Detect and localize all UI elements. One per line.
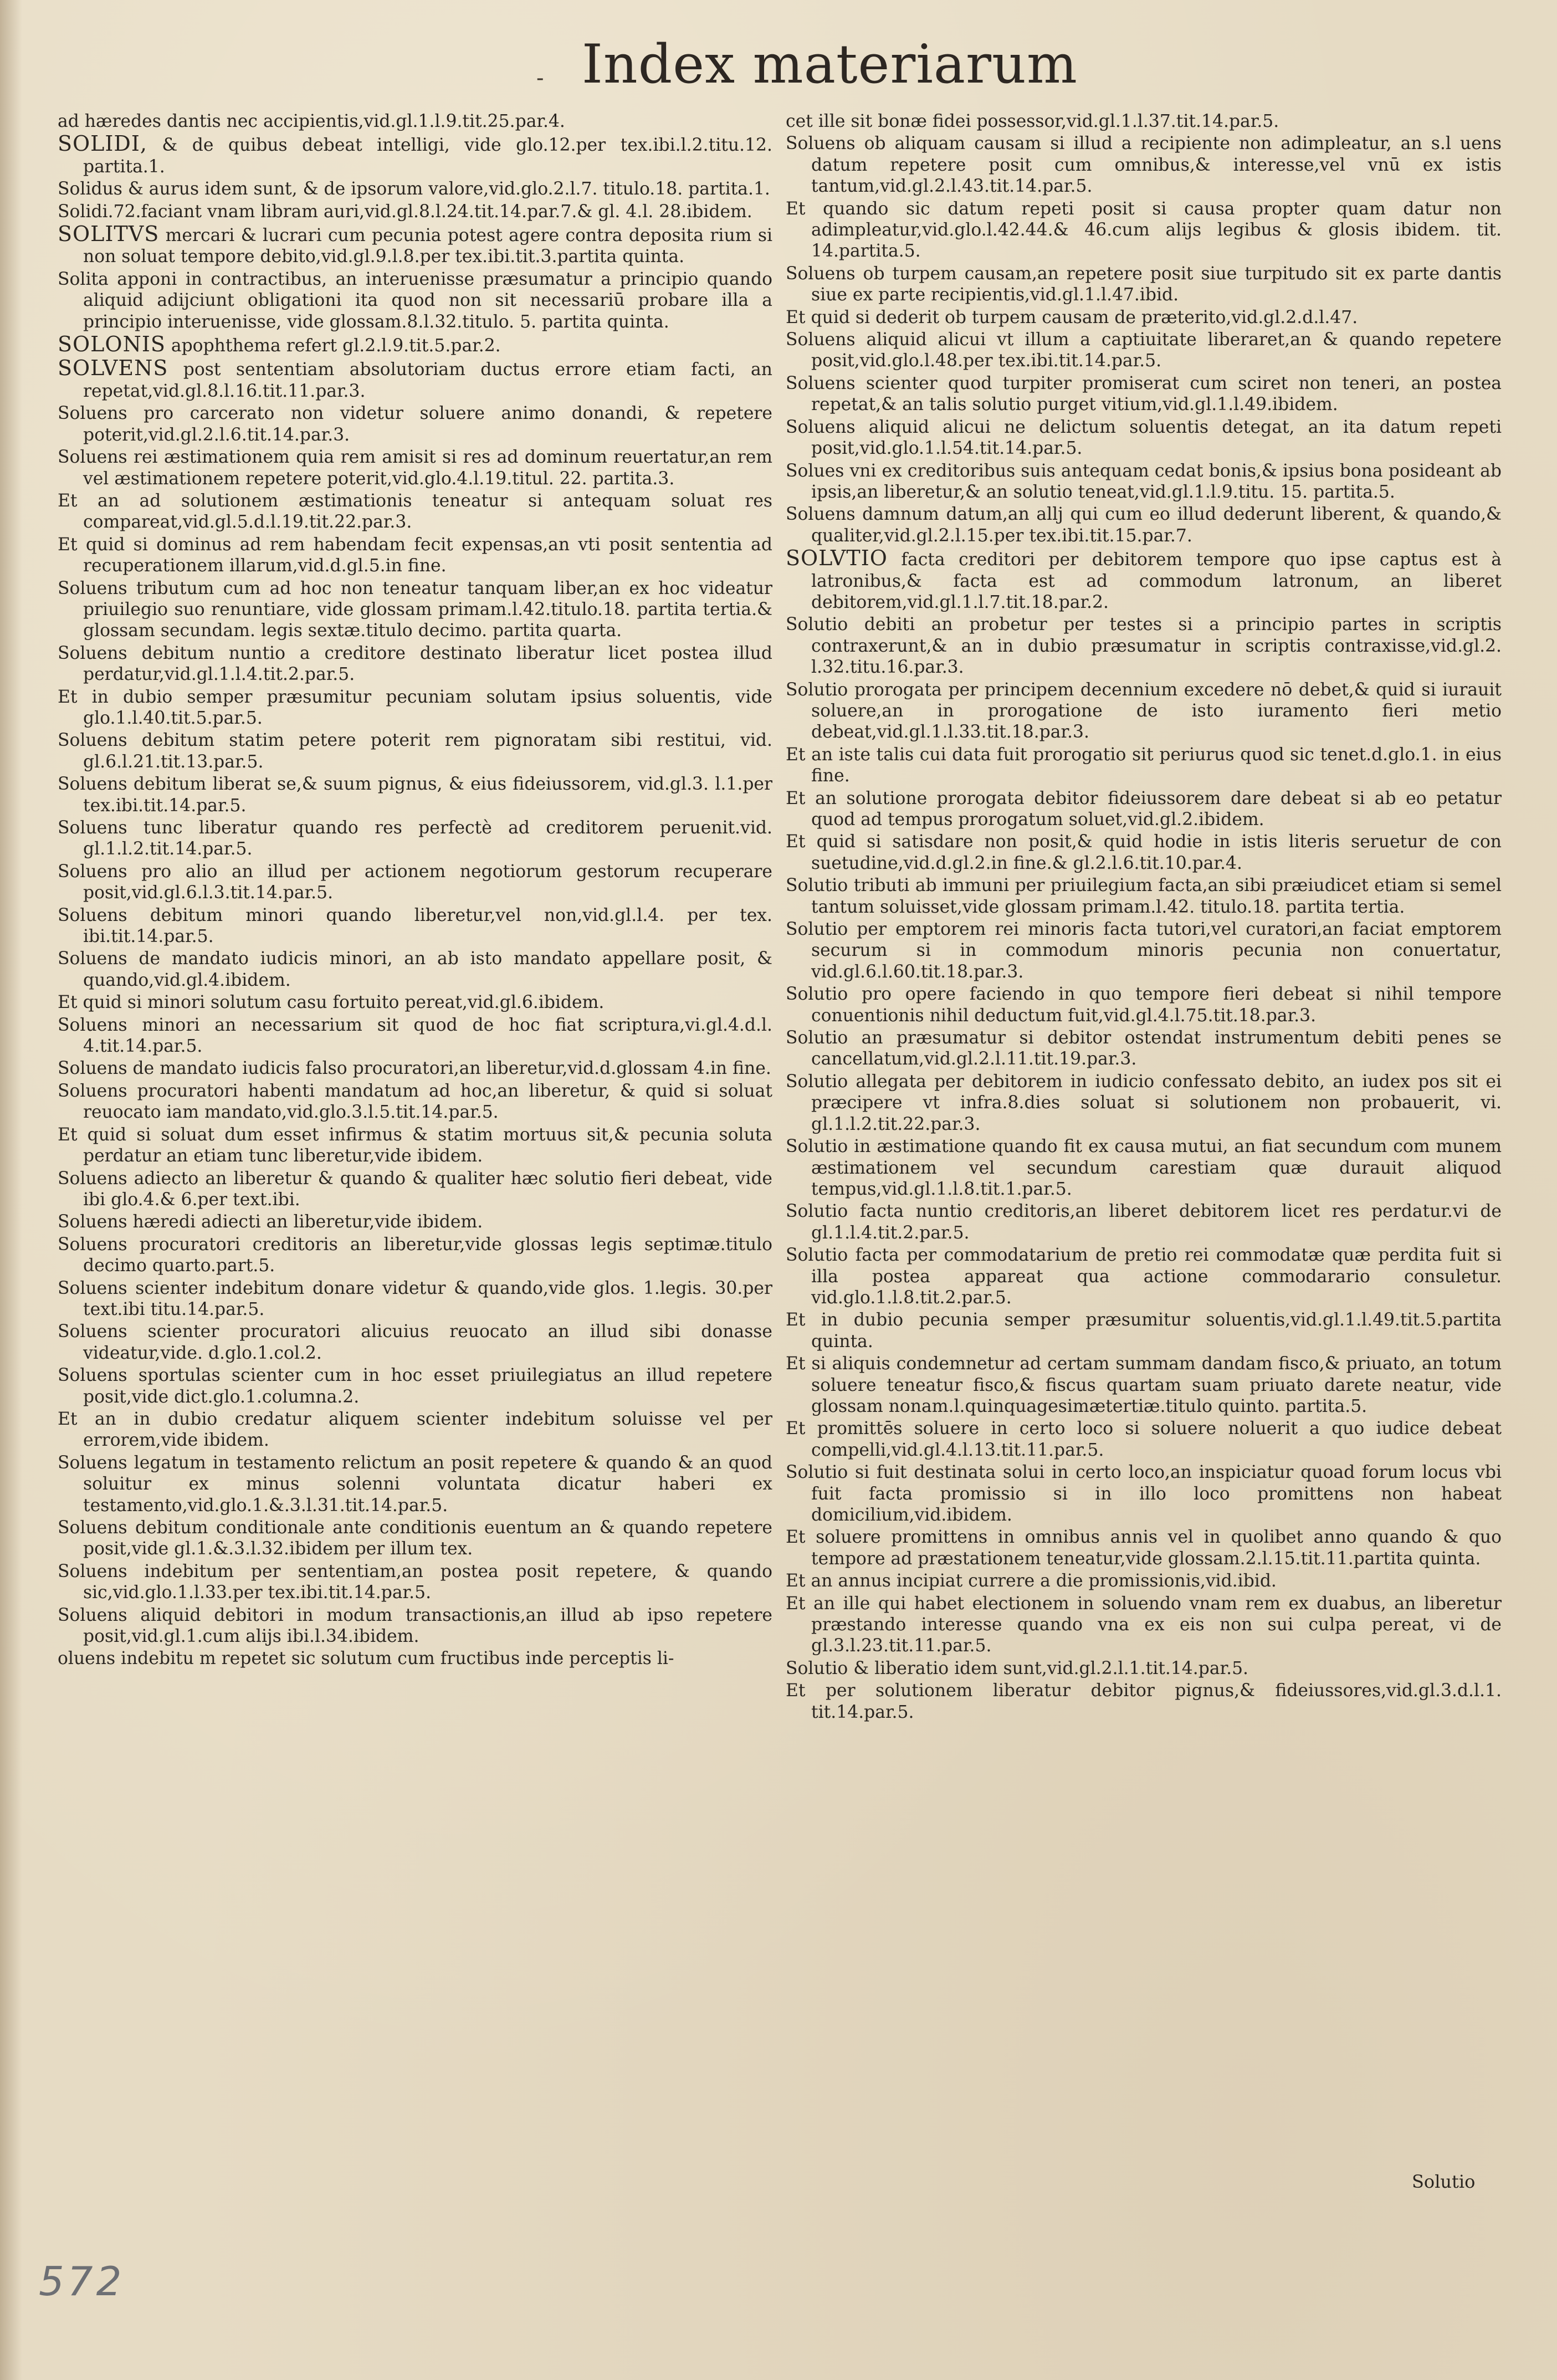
- index-entry: [58, 534, 772, 577]
- index-entry: [58, 948, 772, 991]
- index-entry: [786, 1593, 1502, 1657]
- entry-text: Soluens debitum minori quando liberetur,vel non,vid.gl.l.4. per tex. ibi.tit.14.par.5.: [58, 905, 772, 947]
- index-entry: [58, 403, 772, 446]
- entry-text: Soluens debitum nuntio a creditore destinato liberatur licet postea illud perdatur,vid.gl.1.l.4.tit.2.par.5.: [58, 643, 772, 685]
- index-entry: [58, 861, 772, 904]
- index-entry: [786, 1680, 1502, 1723]
- index-entry: [58, 992, 772, 1013]
- index-entry: [58, 223, 772, 268]
- entry-text: Soluens ob turpem causam,an repetere posit siue turpitudo sit ex parte dantis siue ex parte recipientis,vid.gl.1.l.47.ibid.: [786, 263, 1502, 305]
- index-entry: [58, 1605, 772, 1647]
- entry-text: Et an annus incipiat currere a die promissionis,vid.ibid.: [786, 1571, 1277, 1591]
- index-entry: [58, 1409, 772, 1451]
- entry-text: Soluens aliquid alicui ne delictum soluentis detegat, an ita datum repeti posit,vid.glo.1.l.54.tit.14.par.5.: [786, 417, 1502, 459]
- index-entry: [58, 133, 772, 177]
- index-entry: [58, 774, 772, 816]
- entry-text: Et an in dubio credatur aliquem scienter indebitum soluisse vel per errorem,vide ibidem.: [58, 1409, 772, 1451]
- index-entry: [58, 1561, 772, 1604]
- entry-text: Soluens tributum cum ad hoc non teneatur tanquam liber,an ex hoc videatur priuilegio suo renuntiare, vide glossam primam.l.42.titulo.18. partita tertia.& glossam secundam. legis sextæ.titulo decimo. partita quarta.: [58, 578, 772, 641]
- entry-text: Solidus & aurus idem sunt, & de ipsorum valore,vid.glo.2.l.7. titulo.18. partita.1.: [58, 179, 770, 199]
- entry-text: Et quid si soluat dum esset infirmus & statim mortuus sit,& pecunia soluta perdatur an etiam tunc liberetur,vide ibidem.: [58, 1124, 772, 1166]
- index-entry: [786, 1071, 1502, 1135]
- index-entry: [58, 643, 772, 685]
- index-entry: [786, 1027, 1502, 1070]
- index-entry: [786, 307, 1502, 328]
- index-entry: [786, 133, 1502, 197]
- index-entry: [786, 1418, 1502, 1461]
- index-entry: [58, 1124, 772, 1167]
- page-title: Index materiarum: [582, 33, 1078, 95]
- entry-headword: SOLIDI,: [58, 131, 147, 156]
- index-entry: [58, 357, 772, 402]
- entry-text: Soluens scienter procuratori alicuius reuocato an illud sibi donasse videatur,vide. d.glo.1.col.2.: [58, 1322, 772, 1363]
- handwritten-page-number: 572: [39, 2258, 125, 2305]
- index-entry: [58, 1365, 772, 1407]
- entry-text: post sententiam absolutoriam ductus errore etiam facti, an repetat,vid.gl.8.l.16.tit.11.par.3.: [83, 360, 772, 401]
- catchword: Solutio: [1412, 2171, 1476, 2192]
- entry-text: Et quid si dominus ad rem habendam fecit expensas,an vti posit sententia ad recuperationem illarum,vid.d.gl.5.in fine.: [58, 534, 772, 576]
- entry-text: Soluens scienter indebitum donare videtur & quando,vide glos. 1.legis. 30.per text.ibi titu.14.par.5.: [58, 1278, 772, 1319]
- index-entry: [58, 1081, 772, 1123]
- index-entry: [58, 1211, 772, 1232]
- index-entry: [786, 1658, 1502, 1679]
- index-entry: [58, 578, 772, 642]
- entry-text: Solutio per emptorem rei minoris facta tutori,vel curatori,an faciat emptorem securum si in commodum minoris pecunia non conuertatur, vid.gl.6.l.60.tit.18.par.3.: [786, 919, 1502, 982]
- entry-text: Solidi.72.faciant vnam libram auri,vid.gl.8.l.24.tit.14.par.7.& gl. 4.l. 28.ibidem.: [58, 201, 752, 222]
- entry-text: mercari & lucrari cum pecunia potest agere contra deposita rium si non soluat tempore debito,vid.gl.9.l.8.per tex.ibi.tit.3.partita quinta.: [83, 226, 772, 267]
- index-entry: [58, 905, 772, 948]
- entry-text: Et an iste talis cui data fuit prorogatio sit periurus quod sic tenet.d.glo.1. in eius fine.: [786, 744, 1502, 786]
- entry-text: facta creditori per debitorem tempore quo ipse captus est à latronibus,& facta est ad commodum latronum, an liberet debitorem,vid.gl.1.l.7.tit.18.par.2.: [811, 550, 1502, 612]
- entry-text: Et an ad solutionem æstimationis teneatur si antequam soluat res compareat,vid.gl.5.d.l.19.tit.22.par.3.: [58, 490, 772, 533]
- entry-text: Soluens sportulas scienter cum in hoc esset priuilegiatus an illud repetere posit,vide dict.glo.1.columna.2.: [58, 1365, 772, 1407]
- entry-text: Et quando sic datum repeti posit si causa propter quam datur non adimpleatur,vid.glo.l.42.44.& 46.cum alijs legibus & glosis ibidem. tit. 14.partita.5.: [786, 198, 1502, 262]
- entry-text: Soluens rei æstimationem quia rem amisit si res ad dominum reuertatur,an rem vel æstimationem repetere poterit,vid.glo.4.l.19.titul. 22. partita.3.: [58, 447, 772, 489]
- index-entry: [58, 334, 772, 356]
- entry-text: Soluens damnum datum,an allj qui cum eo illud dederunt liberent, & quando,& qualiter,vid.gl.2.l.15.per tex.ibi.tit.15.par.7.: [786, 504, 1502, 546]
- index-entry: [58, 1234, 772, 1277]
- index-entry: [786, 1527, 1502, 1569]
- entry-text: ad hæredes dantis nec accipientis,vid.gl.1.l.9.tit.25.par.4.: [58, 111, 565, 131]
- index-entry: [786, 614, 1502, 678]
- entry-text: Solutio an præsumatur si debitor ostendat instrumentum debiti penes se cancellatum,vid.gl.2.l.11.tit.19.par.3.: [786, 1028, 1502, 1069]
- entry-text: Soluens hæredi adiecti an liberetur,vide ibidem.: [58, 1212, 483, 1232]
- entry-text: Soluens pro carcerato non videtur soluere animo donandi, & repetere poterit,vid.gl.2.l.6.tit.14.par.3.: [58, 403, 772, 445]
- index-entry: [786, 1309, 1502, 1352]
- entry-text: Et in dubio pecunia semper præsumitur soluentis,vid.gl.1.l.49.tit.5.partita quinta.: [786, 1310, 1502, 1352]
- entry-text: Solutio allegata per debitorem in iudicio confessato debito, an iudex pos sit ei præcipere vt infra.8.dies soluat si solutionem non probauerit, vi. gl.1.l.2.tit.22.par.3.: [786, 1071, 1502, 1134]
- entry-text: Et soluere promittens in omnibus annis vel in quolibet anno quando & quo tempore ad præstationem teneatur,vide glossam.2.l.15.tit.11.partita quinta.: [786, 1527, 1502, 1569]
- index-entry: [786, 831, 1502, 874]
- index-entry: [58, 817, 772, 860]
- index-entry: [786, 329, 1502, 372]
- entry-text: Soluens procuratori creditoris an liberetur,vide glossas legis septimæ.titulo decimo quarto.part.5.: [58, 1234, 772, 1276]
- entry-text: Solutio debiti an probetur per testes si a principio partes in scriptis contraxerunt,& an in dubio præsumatur in scriptis contraxisse,vid.gl.2. l.32.titu.16.par.3.: [786, 615, 1502, 678]
- index-column-left: [58, 111, 772, 2233]
- index-entry: [786, 919, 1502, 982]
- entry-text: Solutio tributi ab immuni per priuilegium facta,an sibi præiudicet etiam si semel tantum soluisset,vide glossam primam.l.42. titulo.18. partita tertia.: [786, 876, 1502, 917]
- index-entry: [786, 679, 1502, 743]
- entry-text: Et quid si satisdare non posit,& quid hodie in istis literis seruetur de con suetudine,vid.d.gl.2.in fine.& gl.2.l.6.tit.10.par.4.: [786, 832, 1502, 873]
- entry-text: cet ille sit bonæ fidei possessor,vid.gl.1.l.37.tit.14.par.5.: [786, 111, 1279, 131]
- entry-text: oluens indebitu m repetet sic solutum cum fructibus inde perceptis li-: [58, 1649, 674, 1669]
- entry-text: Solutio si fuit destinata solui in certo loco,an inspiciatur quoad forum locus vbi fuit facta promissio si in illo loco promittens non habeat domicilium,vid.ibidem.: [786, 1462, 1502, 1525]
- entry-text: Solues vni ex creditoribus suis antequam cedat bonis,& ipsius bona posideant ab ipsis,an liberetur,& an solutio teneat,vid.gl.1.l.9.titu. 15. partita.5.: [786, 460, 1502, 502]
- index-entry: [58, 1015, 772, 1057]
- entry-text: Et promittēs soluere in certo loco si soluere noluerit a quo iudice debeat compelli,vid.gl.4.l.13.tit.11.par.5.: [786, 1419, 1502, 1460]
- index-entry: [58, 269, 772, 332]
- entry-text: Et in dubio semper præsumitur pecuniam solutam ipsius soluentis, vide glo.1.l.40.tit.5.par.5.: [58, 687, 772, 728]
- index-entry: [58, 1168, 772, 1211]
- index-entry: [786, 460, 1502, 503]
- index-entry: [58, 1517, 772, 1560]
- entry-text: Soluens debitum statim petere poterit rem pignoratam sibi restitui, vid. gl.6.l.21.tit.13.par.5.: [58, 730, 772, 772]
- index-entry: [786, 547, 1502, 613]
- index-entry: [58, 1321, 772, 1364]
- entry-text: Et quid si dederit ob turpem causam de præterito,vid.gl.2.d.l.47.: [786, 307, 1358, 327]
- entry-text: Soluens aliquid debitori in modum transactionis,an illud ab ipso repetere posit,vid.gl.1.cum alijs ibi.l.34.ibidem.: [58, 1605, 772, 1647]
- entry-text: Soluens de mandato iudicis falso procuratori,an liberetur,vid.d.glossam 4.in fine.: [58, 1058, 771, 1079]
- entry-text: Solutio in æstimatione quando fit ex causa mutui, an fiat secundum com munem æstimationem vel secundum carestiam quæ durauit aliquod tempus,vid.gl.1.l.8.tit.1.par.5.: [786, 1137, 1502, 1199]
- index-column-right: [786, 111, 1502, 2233]
- index-entry: [786, 111, 1502, 132]
- index-entry: [786, 788, 1502, 831]
- index-entry: [786, 1245, 1502, 1308]
- entry-text: Soluens indebitum per sententiam,an postea posit repetere, & quando sic,vid.glo.1.l.33.per tex.ibi.tit.14.par.5.: [58, 1561, 772, 1603]
- page-edge-shadow: [0, 0, 22, 2380]
- entry-text: Et quid si minori solutum casu fortuito pereat,vid.gl.6.ibidem.: [58, 992, 605, 1013]
- entry-text: Et per solutionem liberatur debitor pignus,& fideiussores,vid.gl.3.d.l.1. tit.14.par.5.: [786, 1681, 1502, 1722]
- index-entry: [786, 1201, 1502, 1243]
- entry-headword: SOLITVS: [58, 222, 160, 247]
- entry-text: Soluens ob aliquam causam si illud a recipiente non adimpleatur, an s.l uens datum repetere posit cum omnibus,& interesse,vel vnū ex istis tantum,vid.gl.2.l.43.tit.14.par.5.: [786, 134, 1502, 197]
- index-entry: [786, 373, 1502, 416]
- entry-text: apophthema refert gl.2.l.9.tit.5.par.2.: [171, 336, 501, 356]
- index-entry: [786, 875, 1502, 918]
- index-entry: [58, 1452, 772, 1516]
- entry-headword: SOLVTIO: [786, 546, 888, 571]
- index-entry: [786, 984, 1502, 1026]
- entry-headword: SOLVENS: [58, 356, 168, 381]
- index-entry: [58, 111, 772, 132]
- entry-text: Solutio facta nuntio creditoris,an liberet debitorem licet res perdatur.vi de gl.1.l.4.tit.2.par.5.: [786, 1201, 1502, 1243]
- index-entry: [58, 490, 772, 533]
- entry-text: Solutio facta per commodatarium de pretio rei commodatæ quæ perdita fuit si illa postea appareat qua actione commodarario consuletur. vid.glo.1.l.8.tit.2.par.5.: [786, 1245, 1502, 1308]
- entry-text: Soluens procuratori habenti mandatum ad hoc,an liberetur, & quid si soluat reuocato iam mandato,vid.glo.3.l.5.tit.14.par.5.: [58, 1081, 772, 1123]
- index-entry: [58, 201, 772, 222]
- entry-text: Et an solutione prorogata debitor fideiussorem dare debeat si ab eo petatur quod ad tempus prorogatum soluet,vid.gl.2.ibidem.: [786, 788, 1502, 830]
- entry-text: Soluens scienter quod turpiter promiserat cum sciret non teneri, an postea repetat,& an talis solutio purget vitium,vid.gl.1.l.49.ibidem.: [786, 373, 1502, 415]
- header-ornament: -: [536, 65, 544, 91]
- index-entry: [786, 504, 1502, 546]
- entry-text: Soluens adiecto an liberetur & quando & qualiter hæc solutio fieri debeat, vide ibi glo.4.& 6.per text.ibi.: [58, 1168, 772, 1210]
- entry-text: Solita apponi in contractibus, an interuenisse præsumatur a principio quando aliquid adijciunt obligationi ita quod non sit necessariū probare illa a principio interuenisse, vide glossam.8.l.32.titulo. 5. partita quinta.: [58, 269, 772, 332]
- entry-text: Soluens minori an necessarium sit quod de hoc fiat scriptura,vi.gl.4.d.l. 4.tit.14.par.5.: [58, 1015, 772, 1057]
- entry-text: Soluens tunc liberatur quando res perfectè ad creditorem peruenit.vid. gl.1.l.2.tit.14.par.5.: [58, 818, 772, 859]
- index-entry: [786, 1353, 1502, 1417]
- entry-text: Soluens de mandato iudicis minori, an ab isto mandato appellare posit, & quando,vid.gl.4.ibidem.: [58, 949, 772, 990]
- index-entry: [58, 447, 772, 489]
- entry-text: Solutio pro opere faciendo in quo tempore fieri debeat si nihil tempore conuentionis nihil deductum fuit,vid.gl.4.l.75.tit.18.par.3.: [786, 984, 1502, 1026]
- index-entry: [786, 1462, 1502, 1526]
- index-entry: [786, 744, 1502, 787]
- index-entry: [786, 1570, 1502, 1591]
- index-entry: [58, 178, 772, 199]
- index-entry: [786, 198, 1502, 262]
- entry-text: Solutio prorogata per principem decennium excedere nō debet,& quid si iurauit soluere,an in prorogatione de isto iuramento fieri metio debeat,vid.gl.1.l.33.tit.18.par.3.: [786, 679, 1502, 743]
- index-entry: [58, 730, 772, 772]
- entry-text: Et an ille qui habet electionem in soluendo vnam rem ex duabus, an liberetur præstando interesse quando vna ex eis non sui culpa pereat, vi de gl.3.l.23.tit.11.par.5.: [786, 1593, 1502, 1656]
- entry-text: Soluens pro alio an illud per actionem negotiorum gestorum recuperare posit,vid.gl.6.l.3.tit.14.par.5.: [58, 861, 772, 903]
- entry-text: Et si aliquis condemnetur ad certam summam dandam fisco,& priuato, an totum soluere teneatur fisco,& fiscus quartam suam priuato darete neatur, vide glossam nonam.l.quinquagesimætertiæ.titulo quinto. partita.5.: [786, 1354, 1502, 1416]
- entry-text: Solutio & liberatio idem sunt,vid.gl.2.l.1.tit.14.par.5.: [786, 1658, 1249, 1678]
- index-entry: [786, 417, 1502, 459]
- index-entry: [58, 1278, 772, 1320]
- index-entry: [58, 687, 772, 729]
- entry-headword: SOLONIS: [58, 332, 166, 357]
- entry-text: Soluens debitum conditionale ante conditionis euentum an & quando repetere posit,vide gl.1.&.3.l.32.ibidem per illum tex.: [58, 1518, 772, 1559]
- index-entry: [58, 1058, 772, 1079]
- entry-text: & de quibus debeat intelligi, vide glo.12.per tex.ibi.l.2.titu.12. partita.1.: [83, 135, 772, 177]
- index-entry: [786, 1136, 1502, 1200]
- entry-text: Soluens aliquid alicui vt illum a captiuitate liberaret,an & quando repetere posit,vid.glo.l.48.per tex.ibi.tit.14.par.5.: [786, 330, 1502, 371]
- index-entry: [58, 1648, 772, 1669]
- index-entry: [786, 263, 1502, 306]
- entry-text: Soluens debitum liberat se,& suum pignus, & eius fideiussorem, vid.gl.3. l.1.per tex.ibi.tit.14.par.5.: [58, 774, 772, 816]
- entry-text: Soluens legatum in testamento relictum an posit repetere & quando & an quod soluitur ex minus solenni voluntata dicatur haberi ex testamento,vid.glo.1.&.3.l.31.tit.14.par.5.: [58, 1452, 772, 1516]
